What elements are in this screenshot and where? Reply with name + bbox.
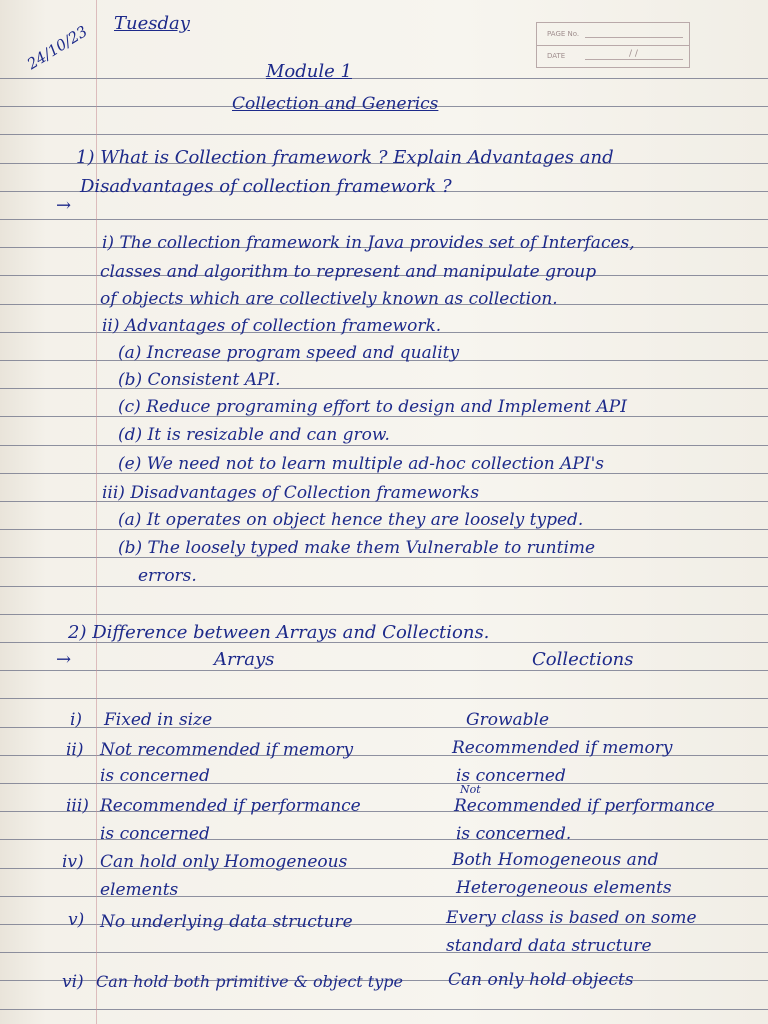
q2-row-left: Can hold only Homogeneous — [100, 852, 348, 872]
q1-definition-line2: classes and algorithm to represent and manipulate group — [100, 262, 597, 282]
q2-row-num: v) — [68, 910, 85, 930]
q1-advantage-e: (e) We need not to learn multiple ad-hoc collection API's — [118, 454, 604, 474]
module-title: Module 1 — [266, 61, 352, 82]
ruled-line — [0, 586, 768, 587]
q1-question-line2: Disadvantages of collection framework ? — [80, 176, 452, 197]
ruled-line — [0, 670, 768, 671]
ruled-line — [0, 134, 768, 135]
q1-advantage-d: (d) It is resizable and can grow. — [118, 425, 390, 445]
q2-row-right: Growable — [466, 710, 550, 730]
q1-definition-line3: of objects which are collectively known as collection. — [100, 289, 558, 309]
q1-advantage-c: (c) Reduce programing effort to design and Implement API — [118, 397, 627, 417]
ruled-line — [0, 698, 768, 699]
q2-row-num: i) — [70, 710, 83, 730]
q1-disadvantage-b: (b) The loosely typed make them Vulnerable to runtime — [118, 538, 596, 558]
q2-question: 2) Difference between Arrays and Collections. — [68, 622, 490, 643]
page-no-label: PAGE No. — [547, 30, 580, 38]
q2-row-left-cont: is concerned — [100, 766, 210, 786]
page-date-stamp — [536, 22, 690, 68]
q1-arrow: → — [56, 195, 72, 216]
q2-row-right-cont: standard data structure — [446, 936, 652, 956]
q2-row-right: Both Homogeneous and — [452, 850, 659, 870]
q1-question-line1: 1) What is Collection framework ? Explain Advantages and — [76, 147, 614, 168]
q2-row-num: iv) — [62, 852, 84, 872]
q1-definition-line1: i) The collection framework in Java provides set of Interfaces, — [102, 233, 635, 253]
q1-advantage-b: (b) Consistent API. — [118, 370, 281, 390]
q2-row-right-cont: Heterogeneous elements — [456, 878, 672, 898]
q2-row-right: Recommended if performance — [454, 796, 715, 816]
q2-row-right: Every class is based on some — [446, 908, 697, 928]
q1-disadvantages-heading: iii) Disadvantages of Collection frameworks — [102, 483, 480, 503]
q2-row-num: vi) — [62, 972, 84, 992]
date-label: DATE — [547, 52, 566, 60]
q2-row-num: iii) — [66, 796, 89, 816]
handwritten-date: 24/10/23 — [23, 22, 91, 74]
q2-row-num: ii) — [66, 740, 84, 760]
q2-row-left: No underlying data structure — [100, 912, 353, 932]
q2-row-right: Can only hold objects — [448, 970, 634, 990]
module-subtitle: Collection and Generics — [232, 94, 439, 114]
ruled-line — [0, 614, 768, 615]
ruled-line — [0, 78, 768, 79]
ruled-line — [0, 388, 768, 389]
q2-row-right: Recommended if memory — [452, 738, 673, 758]
q2-row-left: Recommended if performance — [100, 796, 361, 816]
q2-row-insert-note: Not — [460, 783, 481, 796]
q2-row-right-cont: is concerned — [456, 766, 566, 786]
q2-row-left-cont: elements — [100, 880, 179, 900]
q2-column-arrays: Arrays — [214, 649, 275, 670]
q2-row-left: Not recommended if memory — [100, 740, 354, 760]
q1-disadvantage-a: (a) It operates on object hence they are loosely typed. — [118, 510, 584, 530]
q2-row-right-cont: is concerned. — [456, 824, 572, 844]
q2-arrow: → — [56, 649, 72, 670]
ruled-line — [0, 1009, 768, 1010]
handwritten-day: Tuesday — [114, 13, 190, 34]
ruled-line — [0, 219, 768, 220]
ruled-line — [0, 445, 768, 446]
date-slashes: / / — [629, 49, 638, 59]
q2-column-collections: Collections — [532, 649, 634, 670]
q1-disadvantage-b-cont: errors. — [138, 566, 197, 586]
q2-row-left-cont: is concerned — [100, 824, 210, 844]
q2-row-left: Can hold both primitive & object type — [96, 972, 403, 991]
q1-advantages-heading: ii) Advantages of collection framework. — [102, 316, 442, 336]
q1-advantage-a: (a) Increase program speed and quality — [118, 343, 460, 363]
q2-row-left: Fixed in size — [104, 710, 213, 730]
ruled-line — [0, 952, 768, 953]
